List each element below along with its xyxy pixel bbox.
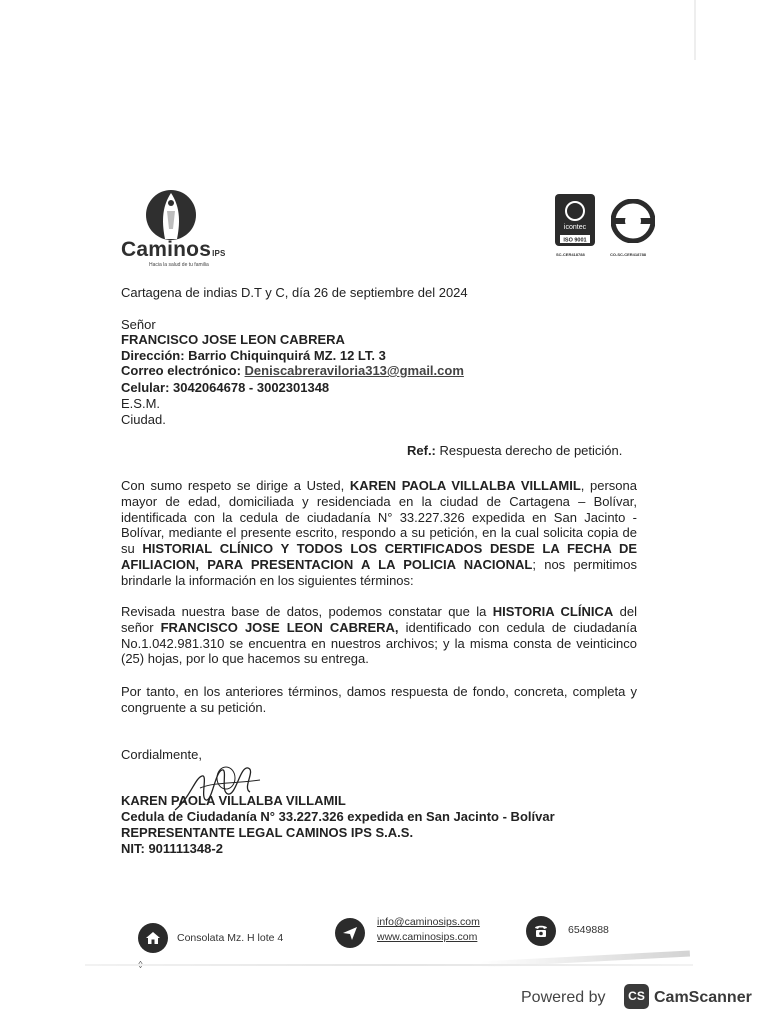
signer-id: Cedula de Ciudadanía N° 33.227.326 expedida en San Jacinto - Bolívar xyxy=(121,809,555,824)
email-label: Correo electrónico: xyxy=(121,363,241,378)
scan-edge xyxy=(694,0,696,60)
recipient-email-link[interactable]: Deniscabreraviloria313@gmail.com xyxy=(244,363,464,378)
send-icon xyxy=(335,918,365,948)
reference-line xyxy=(407,443,622,459)
caminos-logo-icon xyxy=(143,189,199,245)
paragraph-1: Con sumo respeto se dirige a Usted, KAREN PAOLA VILLALBA VILLAMIL, persona mayor de edad, domiciliada y residenciada en la ciudad de Cartagena – Bolívar, identificada con la cedula de ciudadanía N° 33.227.326 expedida en San Jacinto - Bolívar, mediante el presente escrito, respondo a su petición, en la cual solicita copia de su HISTORIAL CLÍNICO Y TODOS LOS CERTIFICADOS DESDE LA FECHA DE AFILIACION, PARA PRESENTACION A LA POLICIA NACIONAL; nos permitimos brindarle la información en los siguientes términos: xyxy=(121,478,638,588)
closing: Cordialmente, xyxy=(121,747,202,762)
footer-email-link[interactable]: info@caminosips.com xyxy=(377,916,480,928)
company-logo-text: CaminosIPS xyxy=(121,238,226,261)
footer-address: Consolata Mz. H lote 4 xyxy=(177,932,284,944)
ref-label: Ref.: xyxy=(407,443,436,458)
paragraph-2: Revisada nuestra base de datos, podemos constatar que la HISTORIA CLÍNICA del señor FRANCISCO JOSE LEON CABRERA, identificado con cedula de ciudadanía No.1.042.981.310 se encuentra en nuestros archivos; y la misma consta de veinticinco (25) hojas, por lo que hacemos su entrega. xyxy=(121,604,637,667)
icontec-certification-icon xyxy=(554,193,596,247)
home-icon xyxy=(138,923,168,953)
recipient-address: Dirección: Barrio Chiquinquirá MZ. 12 LT. 3 xyxy=(121,348,386,363)
ref-text: Respuesta derecho de petición. xyxy=(439,443,623,458)
recipient-phone: Celular: 3042064678 - 3002301348 xyxy=(121,380,330,395)
company-tagline: Hacia la salud de tu familia xyxy=(149,262,209,268)
recipient-email-line xyxy=(121,363,464,379)
esm-line: E.S.M. xyxy=(121,396,161,411)
paragraph-3: Por tanto, en los anteriores términos, damos respuesta de fondo, concreta, completa y congruente a su petición. xyxy=(121,684,637,715)
recipient-name: FRANCISCO JOSE LEON CABRERA xyxy=(121,332,345,347)
camscanner-logo-icon: CS xyxy=(624,984,649,1009)
svg-text:ISO 9001: ISO 9001 xyxy=(563,237,587,244)
signer-role: REPRESENTANTE LEGAL CAMINOS IPS S.A.S. xyxy=(121,825,414,840)
iqnet-certification-icon xyxy=(611,199,655,243)
salutation: Señor xyxy=(121,317,156,332)
signer-nit: NIT: 901111348-2 xyxy=(121,841,223,856)
phone-icon xyxy=(526,916,556,946)
city-line: Ciudad. xyxy=(121,412,166,427)
date-line: Cartagena de indias D.T y C, día 26 de septiembre del 2024 xyxy=(121,285,468,300)
footer-website-link[interactable]: www.caminosips.com xyxy=(377,931,478,943)
signer-name: KAREN PAOLA VILLALBA VILLAMIL xyxy=(121,793,346,808)
scan-shadow xyxy=(85,964,693,966)
cert-code-2: CO-SC-CER418788 xyxy=(610,252,647,257)
svg-text:icontec: icontec xyxy=(563,224,587,231)
footer-phone: 6549888 xyxy=(568,924,609,936)
cert-code-1: SC-CER418788 xyxy=(556,252,585,257)
camscanner-brand: CamScanner xyxy=(654,989,752,1006)
powered-by-text: Powered by xyxy=(521,989,606,1006)
